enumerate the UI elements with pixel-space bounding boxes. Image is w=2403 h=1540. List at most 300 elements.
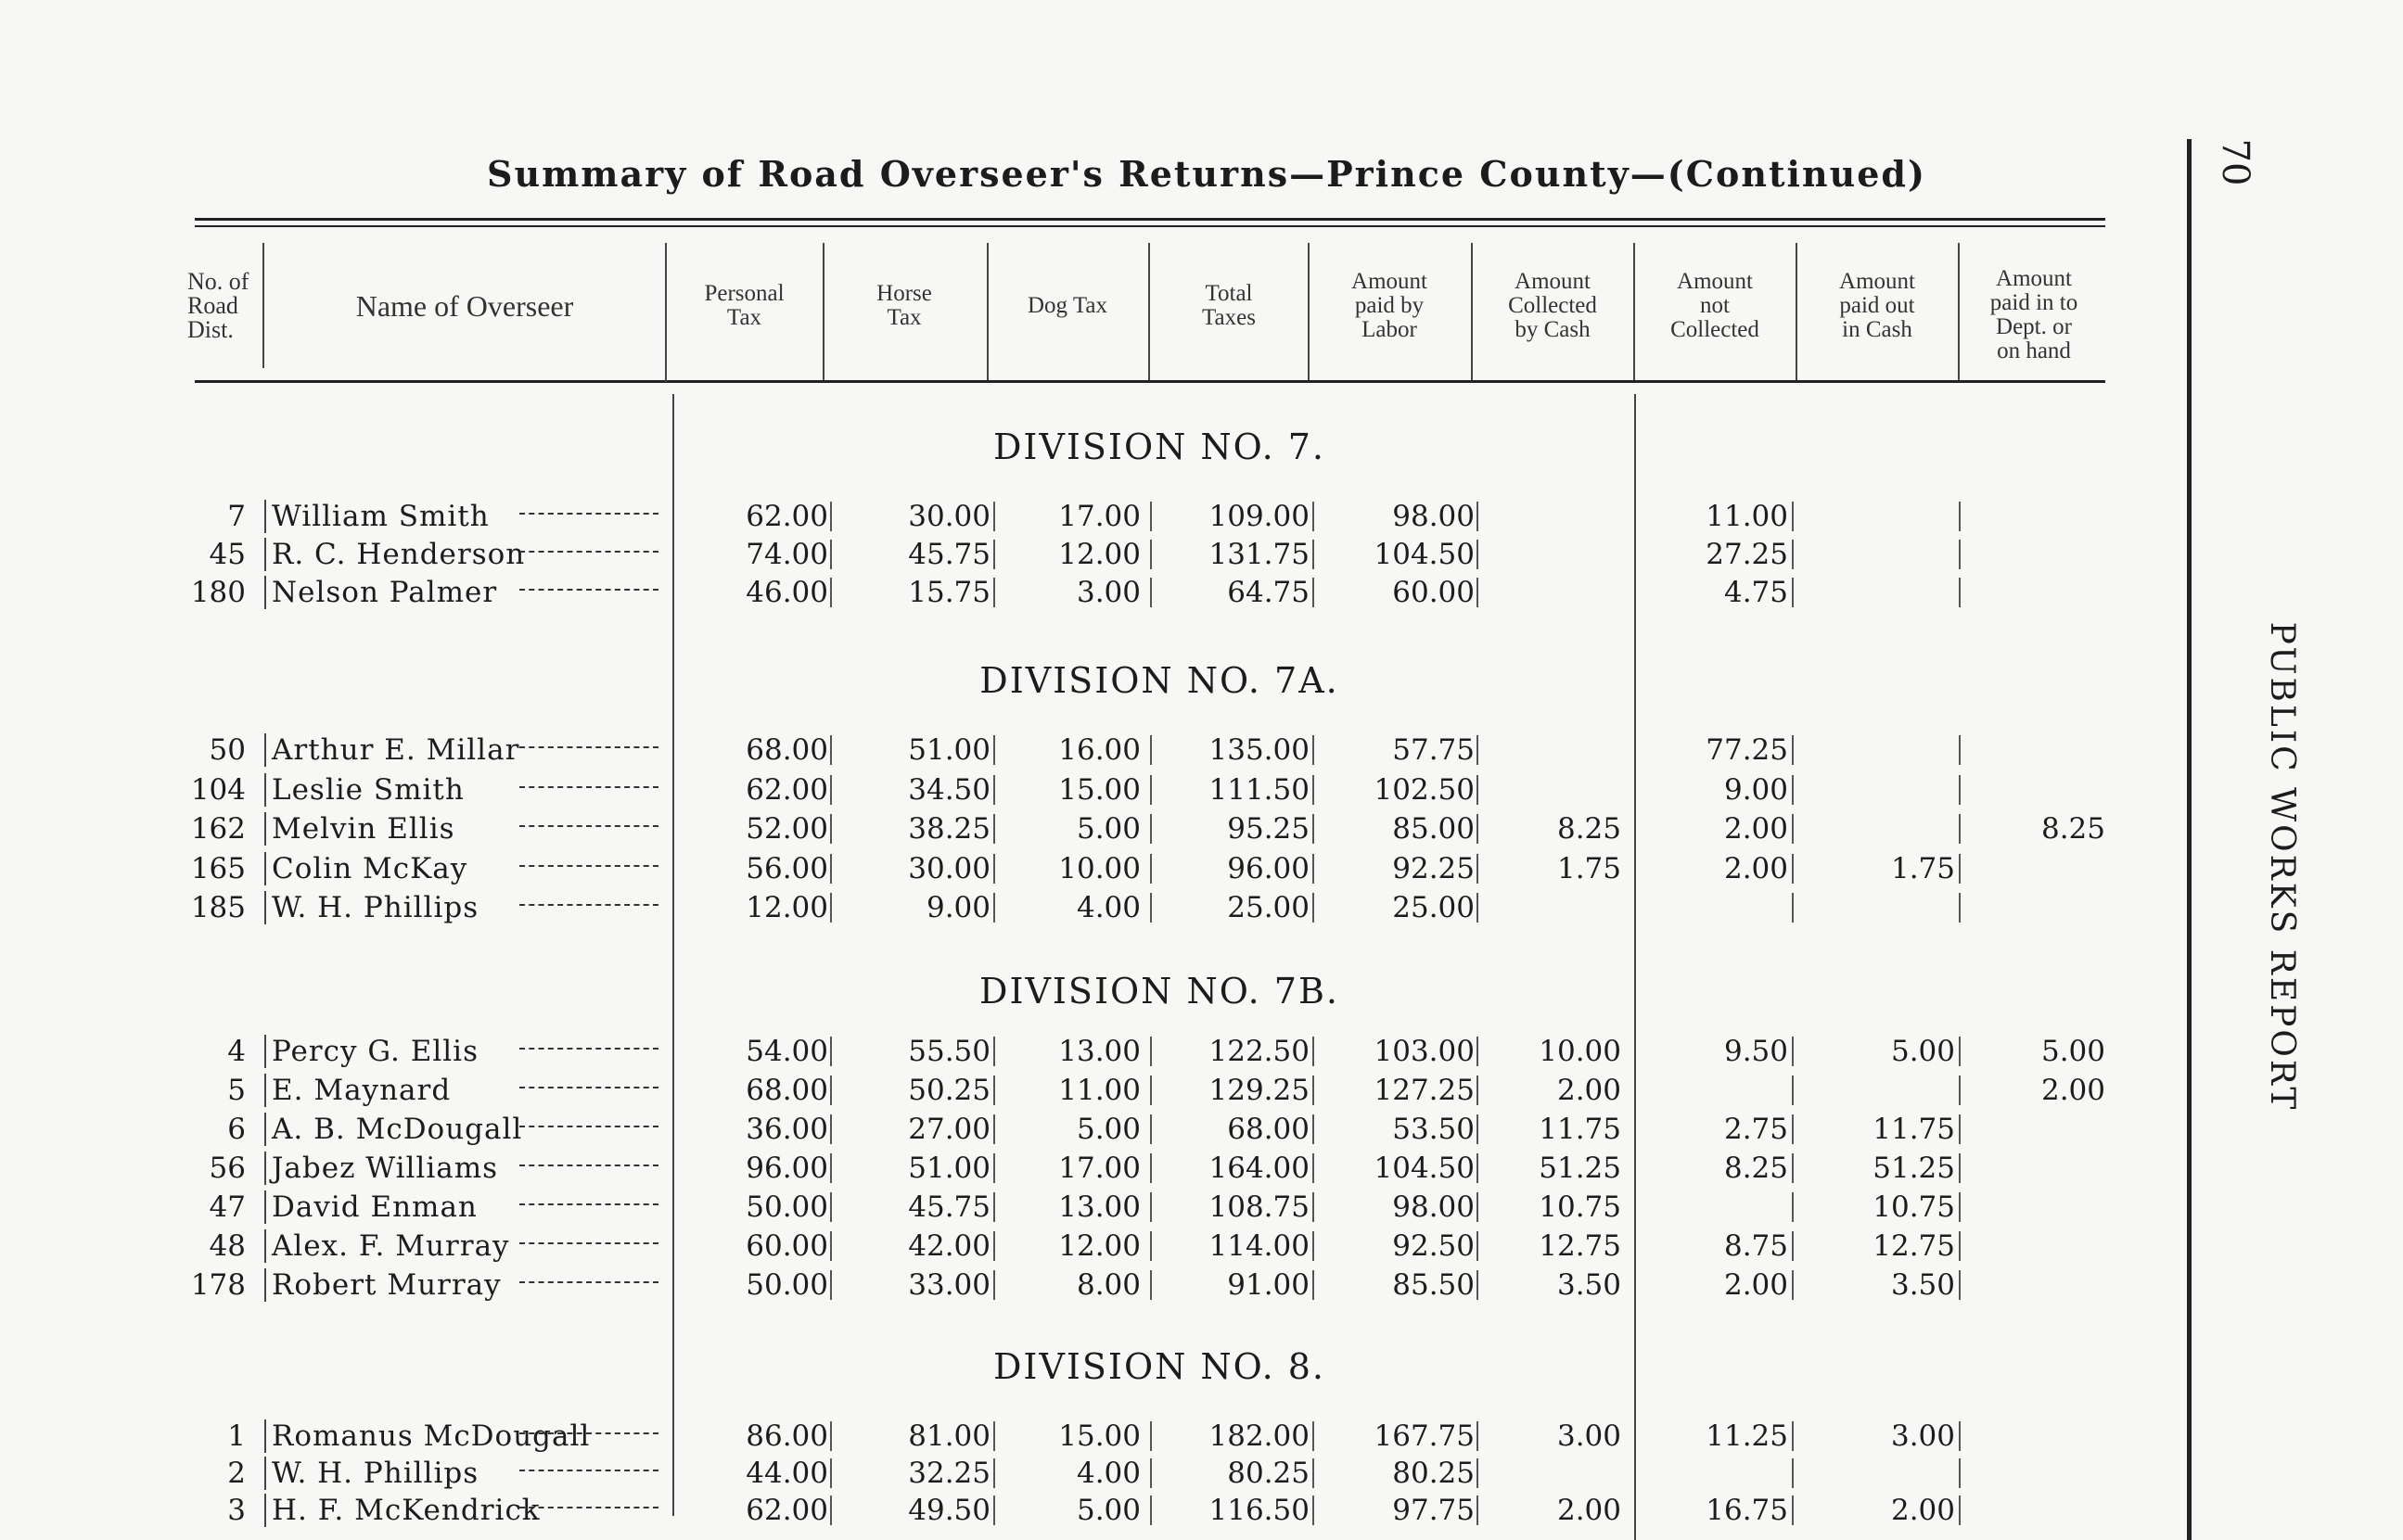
road-dist-number: 45 <box>209 538 246 571</box>
cell-total: 68.00 <box>1227 1113 1310 1146</box>
page-number: 70 <box>2214 138 2256 186</box>
cell-rule <box>1476 540 1478 569</box>
division-heading: DIVISION NO. 7A. <box>979 660 1339 701</box>
cell-labor: 102.50 <box>1374 772 1475 807</box>
cell-total: 164.00 <box>1208 1152 1310 1185</box>
cell-rule <box>1792 814 1794 844</box>
cell-rule <box>1959 1114 1961 1144</box>
cell-rule <box>1959 502 1961 531</box>
dotted-leader <box>519 863 658 867</box>
header-horse-tax: Horse Tax <box>876 281 932 330</box>
cell-rule <box>1150 578 1152 607</box>
cell-rule <box>1150 814 1152 844</box>
cell-horse: 27.00 <box>908 1113 991 1146</box>
dotted-leader <box>519 745 658 748</box>
cell-paid-out: 2.00 <box>1890 1494 1955 1527</box>
dotted-leader <box>519 1046 658 1050</box>
overseer-name: Romanus McDougall <box>272 1419 591 1453</box>
cell-rule <box>1792 1421 1794 1451</box>
cell-rule <box>1150 854 1152 884</box>
cell-rule <box>1476 854 1478 884</box>
dotted-leader <box>519 1468 658 1471</box>
cell-rule <box>993 1075 995 1105</box>
cell-rule <box>830 893 832 923</box>
table-row <box>0 770 2133 810</box>
cell-rule <box>1476 1421 1478 1451</box>
cell-rule <box>1792 1458 1794 1488</box>
dotted-leader <box>519 1279 658 1283</box>
road-dist-number: 180 <box>190 576 246 609</box>
cell-rule <box>830 735 832 765</box>
cell-paid-out: 10.75 <box>1873 1190 1955 1224</box>
cell-dog: 4.00 <box>1076 1457 1141 1490</box>
overseer-name: Alex. F. Murray <box>272 1229 510 1263</box>
cell-rule <box>1312 1153 1314 1183</box>
dist-name-divider <box>264 1457 266 1490</box>
cell-rule <box>1150 502 1152 531</box>
cell-personal: 54.00 <box>746 1035 828 1068</box>
road-dist-number: 2 <box>227 1457 246 1490</box>
cell-cash: 3.00 <box>1556 1419 1621 1453</box>
cell-rule <box>1792 540 1794 569</box>
cell-labor: 92.25 <box>1392 851 1475 885</box>
cell-dog: 5.00 <box>1076 812 1141 846</box>
cell-rule <box>1792 893 1794 923</box>
dist-name-divider <box>264 1494 266 1527</box>
cell-rule <box>1150 1421 1152 1451</box>
cell-rule <box>1312 1458 1314 1488</box>
dotted-leader <box>519 823 658 827</box>
header-col-divider <box>665 243 667 382</box>
running-head: PUBLIC WORKS REPORT <box>2263 621 2301 1113</box>
dotted-leader <box>519 1085 658 1088</box>
dotted-leader <box>519 587 658 591</box>
cell-not-collected: 9.00 <box>1723 772 1788 807</box>
cell-dept: 5.00 <box>2040 1035 2105 1068</box>
cell-rule <box>830 1037 832 1066</box>
cell-cash: 8.25 <box>1556 812 1621 846</box>
cell-rule <box>1792 1270 1794 1300</box>
cell-rule <box>830 814 832 844</box>
dist-name-divider <box>264 1035 266 1068</box>
cell-personal: 62.00 <box>746 500 828 533</box>
cell-rule <box>1792 775 1794 805</box>
dotted-leader <box>519 902 658 906</box>
cell-rule <box>1312 735 1314 765</box>
road-dist-number: 1 <box>227 1419 246 1453</box>
cell-rule <box>993 578 995 607</box>
cell-rule <box>1959 893 1961 923</box>
cell-cash: 3.50 <box>1556 1268 1621 1302</box>
cell-rule <box>993 502 995 531</box>
cell-horse: 55.50 <box>908 1035 991 1068</box>
cell-horse: 51.00 <box>908 1152 991 1185</box>
dotted-leader <box>519 1505 658 1508</box>
cell-labor: 85.50 <box>1392 1268 1475 1302</box>
table-row <box>0 1226 2133 1266</box>
dist-name-divider <box>264 852 266 885</box>
cell-rule <box>1312 1495 1314 1525</box>
cell-paid-out: 1.75 <box>1890 851 1955 885</box>
cell-not-collected: 4.75 <box>1723 576 1788 609</box>
table-row <box>0 1265 2133 1305</box>
cell-rule <box>830 1270 832 1300</box>
dotted-leader <box>519 1241 658 1244</box>
dist-name-divider <box>264 773 266 807</box>
cell-rule <box>1476 735 1478 765</box>
overseer-name: William Smith <box>272 500 490 533</box>
cell-cash: 1.75 <box>1556 851 1621 885</box>
cell-not-collected: 77.25 <box>1706 733 1788 767</box>
cell-not-collected: 11.25 <box>1706 1419 1788 1453</box>
cell-rule <box>1312 502 1314 531</box>
dist-name-divider <box>264 1229 266 1263</box>
cell-not-collected: 16.75 <box>1706 1494 1788 1527</box>
cell-rule <box>1476 1153 1478 1183</box>
division-heading: DIVISION NO. 8. <box>992 1346 1326 1387</box>
cell-personal: 96.00 <box>746 1152 828 1185</box>
cell-rule <box>993 1231 995 1261</box>
table-row <box>0 1109 2133 1150</box>
cell-not-collected: 8.25 <box>1723 1152 1788 1185</box>
cell-total: 116.50 <box>1208 1494 1310 1527</box>
header-bottom-rule <box>195 380 2105 383</box>
road-dist-number: 56 <box>209 1152 246 1185</box>
cell-rule <box>1959 1192 1961 1222</box>
cell-dog: 15.00 <box>1058 1419 1141 1453</box>
cell-cash: 51.25 <box>1539 1152 1621 1185</box>
cell-rule <box>993 1270 995 1300</box>
cell-rule <box>830 1421 832 1451</box>
cell-rule <box>1150 1270 1152 1300</box>
road-dist-number: 178 <box>190 1268 246 1302</box>
cell-personal: 56.00 <box>746 851 828 885</box>
cell-total: 111.50 <box>1208 772 1310 807</box>
cell-rule <box>993 814 995 844</box>
cell-not-collected: 9.50 <box>1723 1035 1788 1068</box>
cell-not-collected: 2.00 <box>1723 1268 1788 1302</box>
header-personal-tax: Personal Tax <box>704 281 785 330</box>
dist-name-divider <box>264 1268 266 1302</box>
cell-dog: 10.00 <box>1058 851 1141 885</box>
cell-dog: 12.00 <box>1058 1229 1141 1263</box>
cell-personal: 68.00 <box>746 733 828 767</box>
cell-horse: 33.00 <box>908 1268 991 1302</box>
cell-rule <box>1150 735 1152 765</box>
cell-personal: 60.00 <box>746 1229 828 1263</box>
cell-rule <box>1792 1192 1794 1222</box>
cell-rule <box>1959 1153 1961 1183</box>
cell-total: 122.50 <box>1208 1035 1310 1068</box>
cell-rule <box>1959 1075 1961 1105</box>
cell-horse: 15.75 <box>908 576 991 609</box>
cell-rule <box>1150 1231 1152 1261</box>
road-dist-number: 104 <box>190 772 246 807</box>
cell-rule <box>830 1114 832 1144</box>
cell-dept: 2.00 <box>2040 1074 2105 1107</box>
table-row <box>0 1070 2133 1111</box>
cell-rule <box>830 1458 832 1488</box>
cell-rule <box>1476 1270 1478 1300</box>
cell-not-collected: 8.75 <box>1723 1229 1788 1263</box>
cell-rule <box>1792 1231 1794 1261</box>
overseer-name: Leslie Smith <box>272 772 465 807</box>
cell-not-collected: 2.00 <box>1723 812 1788 846</box>
cell-rule <box>830 502 832 531</box>
cell-rule <box>1312 775 1314 805</box>
cell-labor: 104.50 <box>1374 538 1475 571</box>
dist-name-divider <box>264 1113 266 1146</box>
cell-paid-out: 11.75 <box>1873 1113 1955 1146</box>
header-name-of-overseer: Name of Overseer <box>355 289 574 323</box>
dotted-leader <box>519 1163 658 1166</box>
cell-horse: 42.00 <box>908 1229 991 1263</box>
overseer-name: Colin McKay <box>272 851 468 885</box>
cell-rule <box>993 1037 995 1066</box>
cell-not-collected: 11.00 <box>1706 500 1788 533</box>
cell-labor: 98.00 <box>1392 1190 1475 1224</box>
dotted-leader <box>519 1124 658 1127</box>
header-col-divider <box>987 243 989 380</box>
overseer-name: Arthur E. Millar <box>272 733 520 767</box>
cell-total: 129.25 <box>1208 1074 1310 1107</box>
cell-total: 114.00 <box>1208 1229 1310 1263</box>
overseer-name: Jabez Williams <box>272 1152 499 1185</box>
cell-rule <box>1959 814 1961 844</box>
cell-paid-out: 5.00 <box>1890 1035 1955 1068</box>
overseer-name: Melvin Ellis <box>272 812 455 846</box>
cell-rule <box>1312 1075 1314 1105</box>
cell-rule <box>993 1458 995 1488</box>
cell-rule <box>1959 1458 1961 1488</box>
cell-rule <box>1312 1037 1314 1066</box>
cell-rule <box>1150 540 1152 569</box>
header-top-rule-inner <box>195 225 2105 227</box>
cell-labor: 103.00 <box>1374 1035 1475 1068</box>
cell-total: 131.75 <box>1208 538 1310 571</box>
cell-rule <box>1959 775 1961 805</box>
cell-rule <box>1792 854 1794 884</box>
cell-personal: 36.00 <box>746 1113 828 1146</box>
cell-rule <box>1792 578 1794 607</box>
cell-labor: 92.50 <box>1392 1229 1475 1263</box>
header-col-divider <box>1308 243 1310 380</box>
cell-dog: 15.00 <box>1058 772 1141 807</box>
cell-horse: 30.00 <box>908 500 991 533</box>
cell-personal: 62.00 <box>746 772 828 807</box>
road-dist-number: 50 <box>209 733 246 767</box>
cell-rule <box>1476 1192 1478 1222</box>
header-col-divider <box>262 243 264 368</box>
cell-rule <box>830 1231 832 1261</box>
dist-name-divider <box>264 891 266 924</box>
cell-total: 64.75 <box>1227 576 1310 609</box>
cell-labor: 25.00 <box>1392 891 1475 924</box>
cell-cash: 2.00 <box>1556 1494 1621 1527</box>
page-edge-rule <box>2187 139 2192 1540</box>
cell-horse: 45.75 <box>908 538 991 571</box>
cell-dept: 8.25 <box>2040 812 2105 846</box>
cell-cash: 12.75 <box>1539 1229 1621 1263</box>
cell-rule <box>1959 735 1961 765</box>
cell-dog: 13.00 <box>1058 1035 1141 1068</box>
cell-labor: 104.50 <box>1374 1152 1475 1185</box>
cell-rule <box>993 893 995 923</box>
road-dist-number: 3 <box>227 1494 246 1527</box>
header-col-divider <box>823 243 824 380</box>
dist-name-divider <box>264 576 266 609</box>
cell-rule <box>1312 540 1314 569</box>
cell-rule <box>830 578 832 607</box>
cell-rule <box>1959 1270 1961 1300</box>
cell-dog: 5.00 <box>1076 1113 1141 1146</box>
cell-rule <box>1792 1075 1794 1105</box>
cell-total: 95.25 <box>1227 812 1310 846</box>
cell-personal: 50.00 <box>746 1268 828 1302</box>
cell-paid-out: 3.00 <box>1890 1419 1955 1453</box>
cell-dog: 8.00 <box>1076 1268 1141 1302</box>
cell-total: 96.00 <box>1227 851 1310 885</box>
cell-rule <box>1959 578 1961 607</box>
table-row <box>0 572 2133 613</box>
cell-total: 182.00 <box>1208 1419 1310 1453</box>
cell-horse: 51.00 <box>908 733 991 767</box>
dist-name-divider <box>264 1419 266 1453</box>
cell-dog: 11.00 <box>1058 1074 1141 1107</box>
cell-not-collected: 2.00 <box>1723 851 1788 885</box>
cell-horse: 9.00 <box>926 891 991 924</box>
cell-paid-out: 51.25 <box>1873 1152 1955 1185</box>
cell-rule <box>1476 775 1478 805</box>
dotted-leader <box>519 549 658 553</box>
cell-not-collected: 27.25 <box>1706 538 1788 571</box>
overseer-name: W. H. Phillips <box>272 891 479 924</box>
cell-rule <box>830 1192 832 1222</box>
cell-horse: 34.50 <box>908 772 991 807</box>
cell-personal: 62.00 <box>746 1494 828 1527</box>
dist-name-divider <box>264 733 266 767</box>
header-amount-paid-out-in-cash: Amount paid out in Cash <box>1839 269 1915 342</box>
overseer-name: Nelson Palmer <box>272 576 498 609</box>
overseer-name: Robert Murray <box>272 1268 502 1302</box>
cell-rule <box>1150 1153 1152 1183</box>
cell-rule <box>1150 1192 1152 1222</box>
cell-rule <box>993 775 995 805</box>
road-dist-number: 47 <box>209 1190 246 1224</box>
cell-horse: 30.00 <box>908 851 991 885</box>
table-row <box>0 1031 2133 1072</box>
table-row <box>0 1148 2133 1189</box>
cell-rule <box>1476 814 1478 844</box>
cell-rule <box>1150 775 1152 805</box>
cell-rule <box>1150 1075 1152 1105</box>
cell-horse: 45.75 <box>908 1190 991 1224</box>
road-dist-number: 48 <box>209 1229 246 1263</box>
cell-rule <box>1792 1153 1794 1183</box>
cell-personal: 74.00 <box>746 538 828 571</box>
cell-rule <box>1312 814 1314 844</box>
header-total-taxes: Total Taxes <box>1202 281 1256 330</box>
cell-labor: 98.00 <box>1392 500 1475 533</box>
road-dist-number: 7 <box>227 500 246 533</box>
cell-rule <box>993 1421 995 1451</box>
cell-total: 108.75 <box>1208 1190 1310 1224</box>
cell-rule <box>1792 1495 1794 1525</box>
cell-horse: 50.25 <box>908 1074 991 1107</box>
header-col-divider <box>1148 243 1150 380</box>
cell-dog: 12.00 <box>1058 538 1141 571</box>
cell-rule <box>1959 1231 1961 1261</box>
division-heading: DIVISION NO. 7. <box>992 426 1326 467</box>
cell-horse: 49.50 <box>908 1494 991 1527</box>
cell-labor: 53.50 <box>1392 1113 1475 1146</box>
cell-dog: 17.00 <box>1058 1152 1141 1185</box>
cell-rule <box>1312 854 1314 884</box>
dotted-leader <box>519 1431 658 1434</box>
cell-rule <box>1150 893 1152 923</box>
cell-personal: 86.00 <box>746 1419 828 1453</box>
cell-personal: 68.00 <box>746 1074 828 1107</box>
cell-paid-out: 3.50 <box>1890 1268 1955 1302</box>
road-dist-number: 162 <box>190 812 246 846</box>
cell-personal: 12.00 <box>746 891 828 924</box>
cell-total: 80.25 <box>1227 1457 1310 1490</box>
cell-labor: 167.75 <box>1374 1419 1475 1453</box>
cell-rule <box>1150 1458 1152 1488</box>
cell-cash: 11.75 <box>1539 1113 1621 1146</box>
header-col-divider <box>1471 243 1473 380</box>
page-title: Summary of Road Overseer's Returns—Prince County—(Continued) <box>487 153 1926 195</box>
table-row <box>0 848 2133 889</box>
table-row <box>0 1453 2133 1494</box>
cell-cash: 10.00 <box>1539 1035 1621 1068</box>
cell-personal: 50.00 <box>746 1190 828 1224</box>
cell-personal: 46.00 <box>746 576 828 609</box>
road-dist-number: 4 <box>227 1035 246 1068</box>
dotted-leader <box>519 511 658 515</box>
dist-name-divider <box>264 1074 266 1107</box>
overseer-name: Percy G. Ellis <box>272 1035 479 1068</box>
cell-rule <box>993 1114 995 1144</box>
cell-total: 109.00 <box>1208 500 1310 533</box>
cell-dog: 5.00 <box>1076 1494 1141 1527</box>
cell-rule <box>1959 854 1961 884</box>
cell-rule <box>1312 1421 1314 1451</box>
cell-rule <box>1312 578 1314 607</box>
header-col-divider <box>1633 243 1635 380</box>
header-amount-not-collected: Amount not Collected <box>1670 269 1759 342</box>
cell-rule <box>1150 1037 1152 1066</box>
cell-horse: 81.00 <box>908 1419 991 1453</box>
dist-name-divider <box>264 812 266 846</box>
dotted-leader <box>519 784 658 788</box>
cell-rule <box>1476 893 1478 923</box>
road-dist-number: 5 <box>227 1074 246 1107</box>
cell-labor: 57.75 <box>1392 733 1475 767</box>
cell-labor: 97.75 <box>1392 1494 1475 1527</box>
header-dog-tax: Dog Tax <box>1028 293 1107 318</box>
cell-dog: 3.00 <box>1076 576 1141 609</box>
cell-total: 135.00 <box>1208 733 1310 767</box>
table-row <box>0 534 2133 575</box>
cell-rule <box>1959 540 1961 569</box>
cell-rule <box>1476 1114 1478 1144</box>
dist-name-divider <box>264 500 266 533</box>
cell-dog: 4.00 <box>1076 891 1141 924</box>
cell-rule <box>830 1075 832 1105</box>
cell-rule <box>993 540 995 569</box>
cell-rule <box>1959 1037 1961 1066</box>
